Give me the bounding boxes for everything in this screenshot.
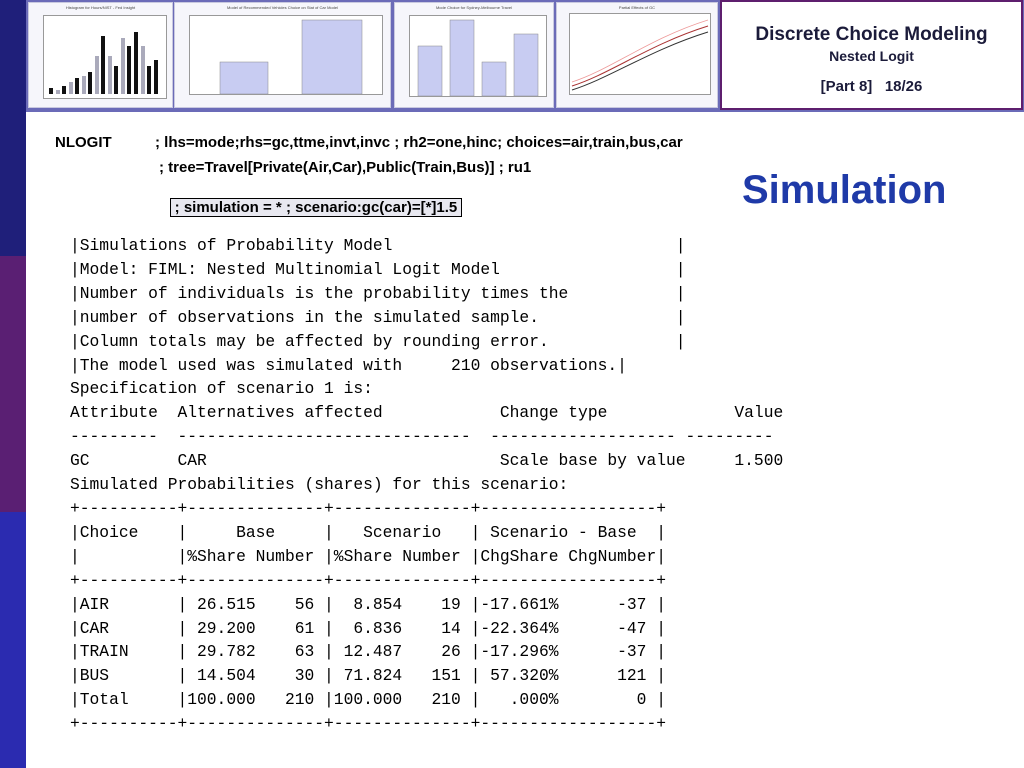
output-line: |AIR | 26.515 56 | 8.854 19 |-17.661% -37 | (70, 594, 666, 614)
output-line: |Simulations of Probability Model | (70, 236, 686, 255)
page-number: 18/26 (884, 78, 923, 95)
command-label: NLOGIT (55, 134, 112, 151)
output-line: |The model used was simulated with 210 observations.| (70, 355, 627, 375)
output-line: |Column totals may be affected by rounding error. | (70, 331, 686, 351)
thumbnail-title: Mode Choice for Sydney-Melbourne Travel (435, 5, 513, 10)
slide-title-box (720, 0, 1023, 110)
slide-heading: Simulation (742, 168, 947, 212)
command-line-3 (153, 182, 462, 233)
sidebar-band-middle (0, 256, 26, 512)
simulation-output (70, 234, 783, 736)
part-and-page (722, 78, 1021, 95)
output-line: |Total |100.000 210 |100.000 210 | .000% 0 | (70, 690, 666, 710)
part-label: [Part 8] (820, 78, 873, 95)
thumbnail-plot (409, 15, 547, 97)
thumbnail-title: Histogram for Hours/NIST - Fed Insight (65, 5, 136, 10)
output-line: |Number of individuals is the probability times the | (70, 283, 686, 303)
command-line-2: ; tree=Travel[Private(Air,Car),Public(Train,Bus)] ; ru1 (159, 159, 532, 176)
output-line: Specification of scenario 1 is: (70, 379, 373, 399)
course-title: Discrete Choice Modeling (755, 24, 988, 45)
thumbnail-title: Model of Recommended Vehicles Choice on Stat of Car Model (227, 5, 338, 10)
thumbnail-histogram (28, 2, 173, 108)
thumbnail-two-bars (174, 2, 391, 108)
curve-graphic (570, 14, 710, 94)
thumbnail-plot (189, 15, 383, 95)
output-line: |CAR | 29.200 61 | 6.836 14 |-22.364% -47 | (70, 618, 666, 638)
thumbnail-title: Partial Effects of GC (618, 5, 656, 10)
output-line: |Model: FIML: Nested Multinomial Logit Model | (70, 259, 686, 279)
output-line: |TRAIN | 29.782 63 | 12.487 26 |-17.296% -37 | (70, 642, 666, 662)
sidebar-band-top (0, 0, 26, 256)
output-line: GC CAR Scale base by value 1.500 (70, 451, 784, 471)
histogram-graphic (44, 16, 166, 98)
output-line: | |%Share Number |%Share Number |ChgShare ChgNumber| (70, 546, 666, 566)
output-line: +----------+--------------+--------------+------------------+ (70, 714, 666, 734)
command-line-1: ; lhs=mode;rhs=gc,ttme,invt,invc ; rh2=one,hinc; choices=air,train,bus,car (155, 134, 683, 151)
simulation-spec-highlight: ; simulation = * ; scenario:gc(car)=[*]1.5 (170, 198, 463, 217)
output-line: |number of observations in the simulated sample. | (70, 307, 686, 327)
output-line: +----------+--------------+--------------+------------------+ (70, 570, 666, 590)
thumbnail-plot (569, 13, 711, 95)
sidebar-band-bottom (0, 512, 26, 768)
thumbnail-plot (43, 15, 167, 99)
thumbnail-partial-effects (556, 2, 718, 108)
output-line: --------- ------------------------------ ------------------- --------- (70, 427, 774, 447)
bar-graphic (190, 16, 382, 94)
output-line: Attribute Alternatives affected Change type Value (70, 403, 784, 423)
output-line: |BUS | 14.504 30 | 71.824 151 | 57.320% 121 | (70, 666, 666, 686)
thumbnail-mode-bars (394, 2, 554, 108)
output-line: +----------+--------------+--------------+------------------+ (70, 498, 666, 518)
output-line: |Choice | Base | Scenario | Scenario - Base | (70, 522, 666, 542)
bar-graphic (410, 16, 546, 96)
output-line: Simulated Probabilities (shares) for this scenario: (70, 475, 569, 495)
topic-subtitle: Nested Logit (829, 48, 914, 64)
